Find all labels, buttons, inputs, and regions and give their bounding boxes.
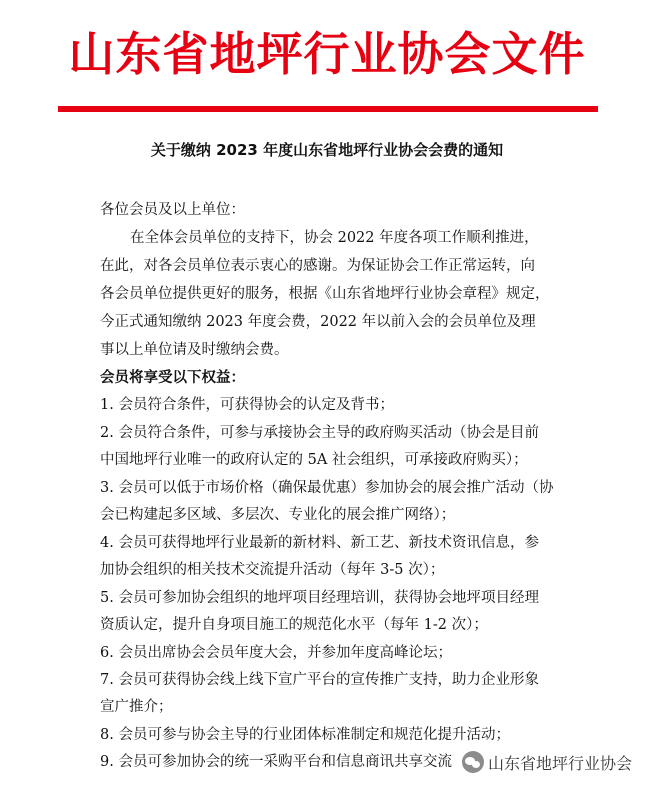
intro-line: 今正式通知缴纳 2023 年度会费，2022 年以前入会的会员单位及理 — [100, 314, 536, 330]
benefit-line: 资质认定，提升自身项目施工的规范化水平（每年 1-2 次）； — [100, 617, 488, 633]
benefit-line: 1. 会员符合条件，可获得协会的认定及背书； — [100, 397, 394, 413]
benefit-line: 会已构建起多区域、多层次、专业化的展会推广网络）； — [100, 507, 456, 523]
intro-line: 事以上单位请及时缴纳会费。 — [100, 342, 289, 358]
benefit-line: 4. 会员可获得地坪行业最新的新材料、新工艺、新技术资讯信息，参 — [100, 535, 539, 551]
intro-line: 在全体会员单位的支持下，协会 2022 年度各项工作顺利推进， — [130, 230, 539, 246]
benefit-line: 3. 会员可以低于市场价格（确保最优惠）参加协会的展会推广活动（协 — [100, 480, 554, 496]
wechat-watermark — [456, 749, 634, 775]
red-divider-rule — [58, 106, 598, 112]
document-header-title: 山东省地坪行业协会文件 — [68, 27, 586, 81]
benefit-line: 7. 会员可获得协会线上线下宣广平台的宣传推广支持，助力企业形象 — [100, 672, 539, 688]
benefit-line: 2. 会员符合条件，可参与承接协会主导的政府购买活动（协会是目前 — [100, 425, 539, 441]
benefit-line: 5. 会员可参加协会组织的地坪项目经理培训，获得协会地坪项目经理 — [100, 590, 539, 606]
benefit-line: 加协会组织的相关技术交流提升活动（每年 3-5 次）； — [100, 562, 445, 578]
wechat-icon — [462, 751, 484, 773]
benefit-line: 6. 会员出席协会会员年度大会，并参加年度高峰论坛； — [100, 645, 452, 661]
watermark-text: 山东省地坪行业协会 — [487, 753, 632, 773]
benefit-line: 9. 会员可参加协会的统一采购平台和信息商讯共享交流 — [100, 754, 452, 770]
benefits-heading: 会员将享受以下权益： — [100, 370, 245, 386]
intro-line: 在此，对各会员单位表示衷心的感谢。为保证协会工作正常运转，向 — [100, 258, 535, 274]
salutation: 各位会员及以上单位： — [100, 202, 245, 218]
benefit-line: 8. 会员可参与协会主导的行业团体标准制定和规范化提升活动； — [100, 727, 510, 743]
benefit-line: 宣广推介； — [100, 699, 173, 715]
benefit-line: 中国地坪行业唯一的政府认定的 5A 社会组织，可承接政府购买）； — [100, 452, 528, 468]
notice-title: 关于缴纳 2023 年度山东省地坪行业协会会费的通知 — [150, 141, 504, 159]
intro-line: 各会员单位提供更好的服务，根据《山东省地坪行业协会章程》规定， — [100, 286, 550, 302]
